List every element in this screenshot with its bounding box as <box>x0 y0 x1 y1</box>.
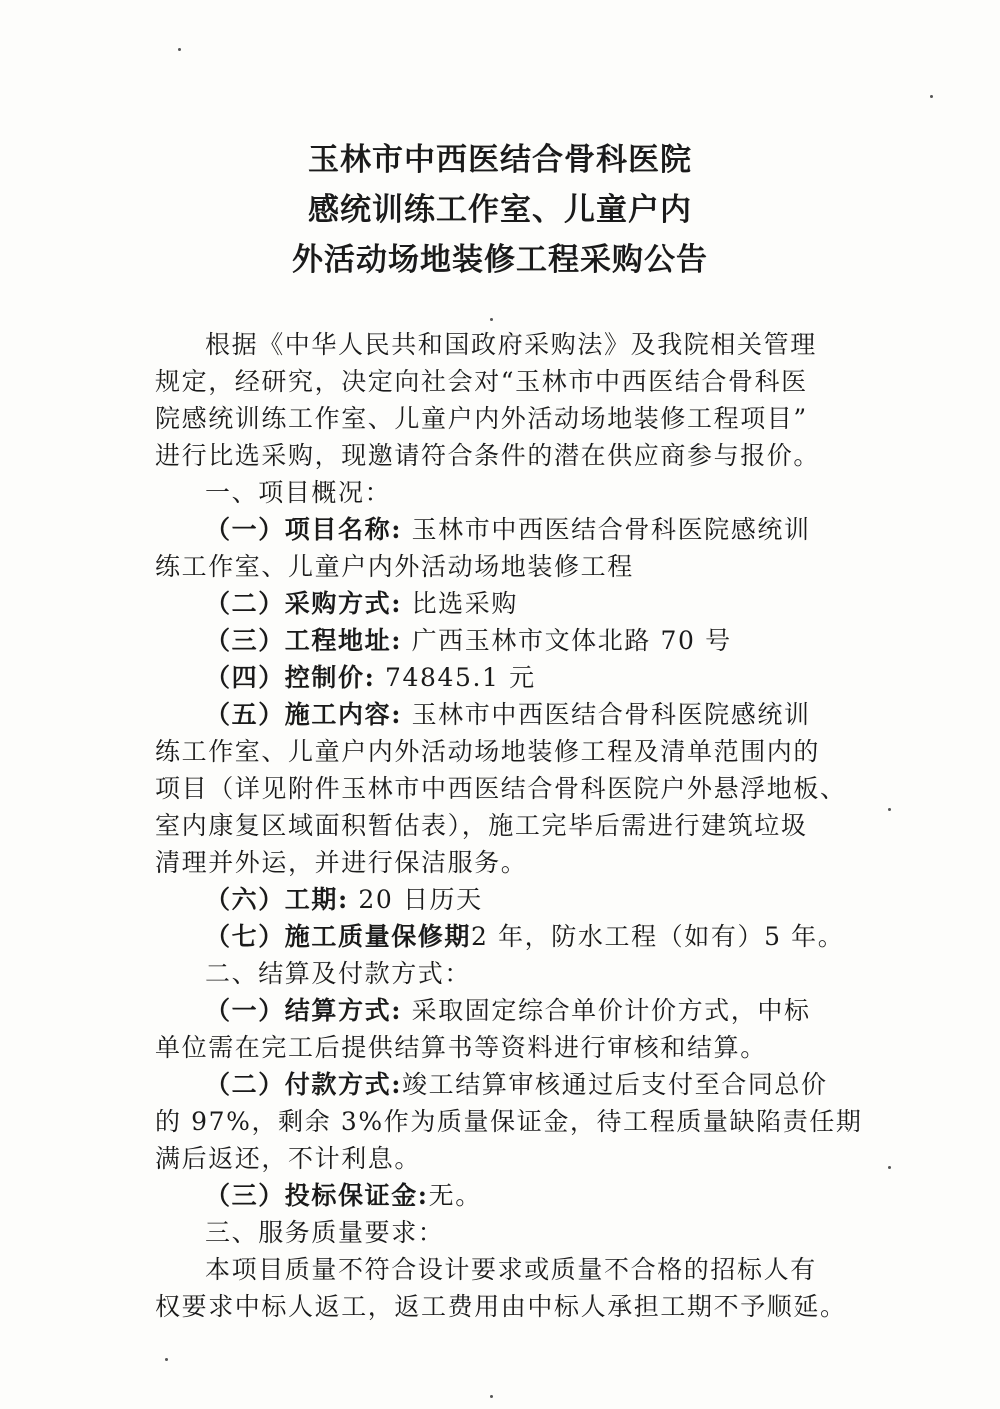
payment-method-value: 竣工结算审核通过后支付至合同总价 <box>402 1070 828 1099</box>
scan-speck <box>888 1166 891 1169</box>
scan-speck <box>888 808 891 811</box>
scan-speck <box>490 318 493 321</box>
duration-row <box>205 883 483 917</box>
section-1-heading: 一、项目概况： <box>205 478 392 507</box>
project-name-label: （一）项目名称: <box>205 515 403 544</box>
title-line-1: 玉林市中西医结合骨科医院 <box>308 142 692 178</box>
project-name-cont: 练工作室、儿童户内外活动场地装修工程 <box>155 552 634 581</box>
bid-deposit-value: 无。 <box>428 1181 482 1210</box>
procurement-method-row <box>205 587 518 621</box>
scan-speck <box>165 1358 168 1361</box>
warranty-value: 2 年，防水工程（如有）5 年。 <box>471 922 845 951</box>
intro-line-3: 院感统训练工作室、儿童户内外活动场地装修工程项目” <box>155 404 808 433</box>
scan-speck <box>178 48 181 51</box>
intro-line-2: 规定，经研究，决定向社会对“玉林市中西医结合骨科医 <box>155 367 808 396</box>
project-address-row <box>205 624 732 658</box>
title-line-2: 感统训练工作室、儿童户内 <box>308 192 692 228</box>
control-price-value: 74845.1 元 <box>384 663 536 692</box>
control-price-row <box>205 661 536 695</box>
scan-speck <box>490 1395 493 1398</box>
intro-line-4: 进行比选采购，现邀请符合条件的潜在供应商参与报价。 <box>155 441 821 470</box>
payment-method-cont-2: 满后返还，不计利息。 <box>155 1144 422 1173</box>
settlement-method-row <box>205 994 811 1028</box>
title-line-3: 外活动场地装修工程采购公告 <box>292 242 708 278</box>
construction-content-cont-2: 项目（详见附件玉林市中西医结合骨科医院户外悬浮地板、 <box>155 774 847 803</box>
intro-line-1: 根据《中华人民共和国政府采购法》及我院相关管理 <box>205 330 817 359</box>
duration-label: （六）工期: <box>205 885 349 914</box>
project-address-value: 广西玉林市文体北路 70 号 <box>411 626 732 655</box>
construction-content-label: （五）施工内容: <box>205 700 403 729</box>
settlement-method-cont: 单位需在完工后提供结算书等资料进行审核和结算。 <box>155 1033 767 1062</box>
settlement-method-value: 采取固定综合单价计价方式，中标 <box>411 996 811 1025</box>
procurement-method-label: （二）采购方式: <box>205 589 403 618</box>
warranty-row <box>205 920 844 954</box>
section-2-heading: 二、结算及付款方式： <box>205 959 472 988</box>
warranty-label: （七）施工质量保修期 <box>205 922 472 951</box>
payment-method-row <box>205 1068 828 1102</box>
payment-method-label: （二）付款方式: <box>205 1070 403 1099</box>
procurement-method-value: 比选采购 <box>411 589 518 618</box>
control-price-label: （四）控制价: <box>205 663 376 692</box>
project-address-label: （三）工程地址: <box>205 626 403 655</box>
duration-value: 20 日历天 <box>358 885 483 914</box>
quality-line-2: 权要求中标人返工，返工费用由中标人承担工期不予顺延。 <box>155 1292 847 1321</box>
construction-content-row <box>205 698 811 732</box>
bid-deposit-row <box>205 1179 482 1213</box>
construction-content-cont-3: 室内康复区域面积暂估表），施工完毕后需进行建筑垃圾 <box>155 811 808 840</box>
construction-content-cont-1: 练工作室、儿童户内外活动场地装修工程及清单范围内的 <box>155 737 821 766</box>
construction-content-cont-4: 清理并外运，并进行保洁服务。 <box>155 848 528 877</box>
quality-line-1: 本项目质量不符合设计要求或质量不合格的招标人有 <box>205 1255 817 1284</box>
construction-content-value: 玉林市中西医结合骨科医院感统训 <box>411 700 811 729</box>
project-name-value: 玉林市中西医结合骨科医院感统训 <box>411 515 811 544</box>
settlement-method-label: （一）结算方式: <box>205 996 403 1025</box>
section-3-heading: 三、服务质量要求： <box>205 1218 445 1247</box>
project-name-row <box>205 513 811 547</box>
payment-method-cont-1: 的 97%，剩余 3%作为质量保证金，待工程质量缺陷责任期 <box>155 1107 863 1136</box>
bid-deposit-label: （三）投标保证金: <box>205 1181 429 1210</box>
scan-speck <box>930 95 933 98</box>
